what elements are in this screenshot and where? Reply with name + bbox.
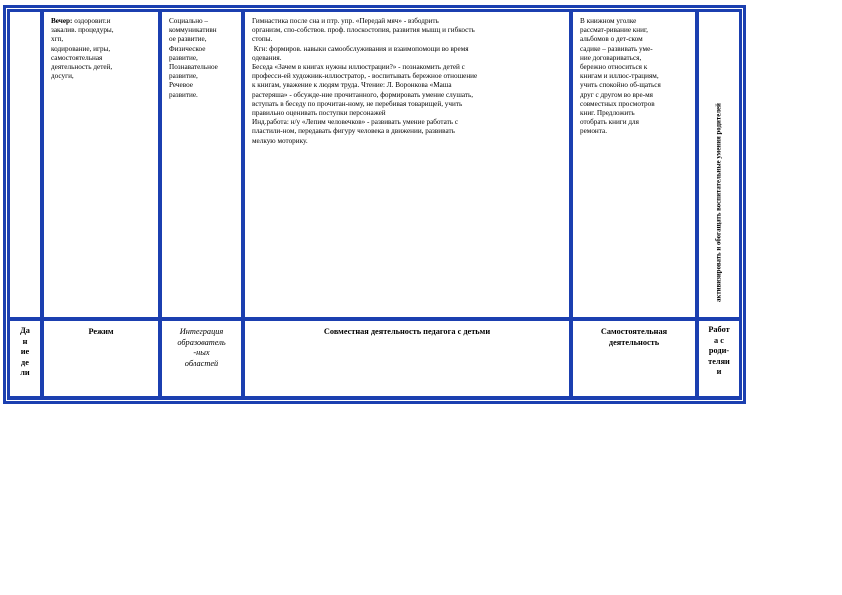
- joint-line: растеряша» - обсужде-ние прочитанного, формировать умение слушать,: [252, 90, 474, 99]
- header-parents-cell: [698, 320, 740, 397]
- header-indep-line: деятельность: [608, 337, 660, 347]
- row1-indep-cell: [572, 11, 696, 318]
- row1-regime-cell: [43, 11, 159, 318]
- indep-line: ние договариваться,: [580, 53, 642, 62]
- areas-line: Физическое: [169, 44, 206, 53]
- header-day-line: ли: [20, 368, 30, 377]
- row1-parents-cell: [698, 11, 740, 318]
- header-parents-line: роди-: [708, 346, 730, 355]
- header-areas-line: -ных: [193, 348, 210, 357]
- parents-vertical-text: активизировать и обогащать воспитательные умения родителей: [715, 103, 723, 302]
- header-parents-line: а с: [714, 335, 724, 345]
- regime-content: [51, 17, 154, 81]
- indep-lines: [580, 17, 691, 137]
- indep-line: книг. Предложить: [580, 109, 635, 118]
- areas-line: развитие.: [169, 90, 198, 99]
- indep-line: учить спокойно об-щаться: [580, 81, 661, 90]
- indep-line: бережно относиться к: [580, 63, 648, 72]
- joint-line: пластили-ном, передавать фигуру человека в движении, развивать: [252, 127, 455, 136]
- indep-line: рассмат-ривание книг,: [580, 26, 648, 35]
- regime-line: закалив. процедуры,: [51, 26, 114, 35]
- areas-line: ое развитие,: [169, 35, 207, 44]
- header-day: [11, 326, 39, 379]
- header-areas-cell: [161, 320, 242, 397]
- row1-areas-cell: [161, 11, 242, 318]
- indep-line: альбомов о дет-ском: [580, 35, 643, 44]
- indep-line: друг с другом во вре-мя: [580, 90, 653, 99]
- joint-line: одевания.: [252, 53, 282, 62]
- areas-line: Социально –: [169, 17, 209, 25]
- table-frame: [3, 5, 746, 404]
- areas-line: коммуникативн: [169, 26, 217, 35]
- header-areas-line: Интеграция: [179, 327, 224, 336]
- header-areas-line: образователь: [177, 337, 226, 347]
- header-indep-cell: [572, 320, 696, 397]
- joint-line: Кгн: формиров. навыки самообслуживания и взаимопомощи во время: [252, 44, 469, 53]
- indep-line: книгам и иллюс-трациям,: [580, 72, 659, 81]
- header-day-line: Да: [20, 326, 30, 335]
- header-regime: Режим: [88, 327, 114, 336]
- header-day-cell: [9, 320, 41, 397]
- row1-day-cell: [9, 11, 41, 318]
- joint-line: стопы.: [252, 35, 273, 44]
- joint-content: [252, 17, 565, 146]
- joint-line: Беседа «Зачем в книгах нужны иллюстрации?» - познакомить детей с: [252, 63, 465, 72]
- areas-content: [169, 17, 237, 100]
- indep-line: ремонта.: [580, 127, 607, 136]
- indep-line: садике – развивать уме-: [580, 44, 653, 53]
- header-regime-cell: [43, 320, 159, 397]
- header-parents-line: теляи: [708, 356, 730, 366]
- indep-line: совместных просмотров: [580, 99, 655, 108]
- joint-line: мелкую моторику.: [252, 136, 308, 145]
- row1-joint-cell: [244, 11, 570, 318]
- header-joint-cell: [244, 320, 570, 397]
- header-parents-line: и: [716, 367, 722, 376]
- regime-label: Вечер:: [51, 17, 73, 25]
- regime-line: деятельность детей,: [51, 63, 113, 72]
- areas-line: развитие,: [169, 53, 198, 62]
- header-parents: [700, 325, 738, 378]
- regime-line: хгп,: [51, 35, 64, 44]
- joint-line: професси-ей художник-иллюстратор, - воспитывать бережное отношение: [252, 72, 478, 81]
- joint-line: к книгам, уважение к людям труда. Чтение: Л. Воронкова «Маша: [252, 81, 452, 90]
- header-indep: [576, 327, 692, 348]
- regime-line: кодирование, игры,: [51, 44, 111, 53]
- regime-line: самостоятельная: [51, 53, 103, 62]
- regime-line: оздоровит.и: [74, 17, 111, 25]
- regime-lines: [51, 17, 154, 81]
- header-areas: [165, 327, 238, 369]
- header-day-line: н: [22, 336, 28, 346]
- areas-lines: [169, 17, 237, 100]
- indep-line: В книжном уголке: [580, 17, 637, 25]
- header-day-line: ие: [20, 347, 30, 356]
- joint-line: Гимнастика после сна и птр. упр. «Передай мяч» - взбодрить: [252, 17, 439, 25]
- joint-line: вступать в беседу по прочитан-ному, не перебивая товарищей, учить: [252, 99, 463, 108]
- joint-lines: [252, 17, 565, 146]
- indep-line: отобрать книги для: [580, 118, 639, 127]
- indep-content: [580, 17, 691, 137]
- areas-line: Речевое: [169, 81, 193, 90]
- header-indep-line: Самостоятельная: [600, 327, 668, 336]
- header-day-line: де: [21, 357, 29, 367]
- header-joint: Совместная деятельность педагога с детьми: [323, 327, 491, 336]
- joint-line: правильно оценивать поступки персонажей: [252, 109, 386, 118]
- regime-line: досуги,: [51, 72, 74, 81]
- areas-line: Познавательное: [169, 63, 218, 72]
- joint-line: организм, спо-собствов. проф. плоскостопия, развития мышц и гибкость: [252, 26, 475, 35]
- joint-line: Инд.работа: н/у «Лепим человечков» - развивать умение работать с: [252, 118, 459, 127]
- areas-line: развитие,: [169, 72, 198, 81]
- header-parents-line: Работ: [708, 325, 730, 334]
- header-areas-line: областей: [184, 358, 219, 368]
